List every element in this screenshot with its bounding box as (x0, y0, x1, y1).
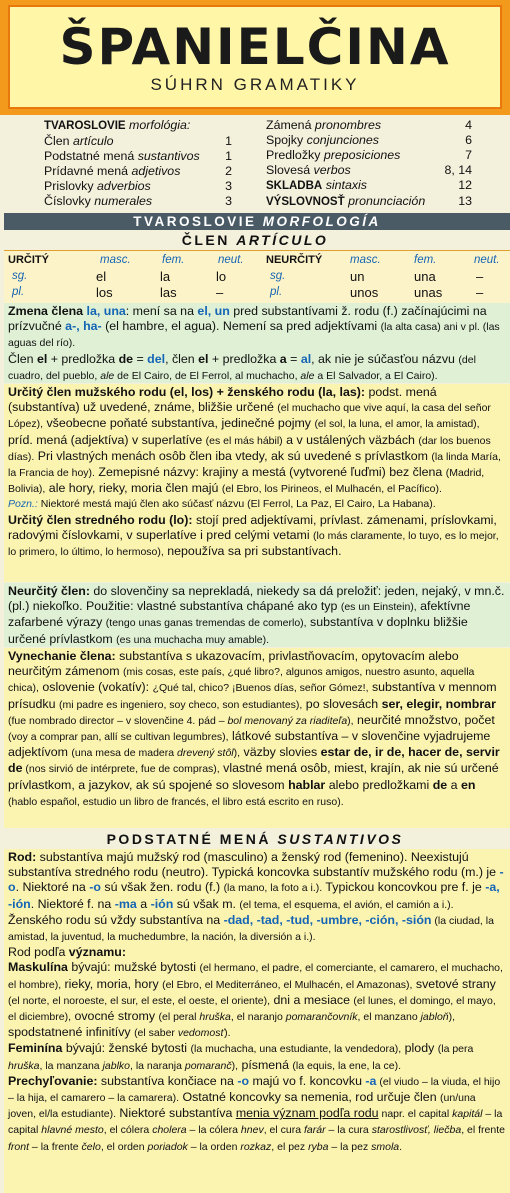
header-banner (0, 0, 510, 115)
toc-entry[interactable]: Predložky preposiciones 7 (266, 148, 472, 163)
heading-clen: ČLEN ARTÍCULO (181, 232, 329, 248)
toc-left-column (44, 118, 232, 210)
header-panel (8, 5, 502, 109)
label-urcity: URČITÝ (8, 254, 49, 266)
toc-entry[interactable]: Číslovky numerales 3 (44, 194, 232, 209)
paragraph-urcity: Určitý člen mužského rodu (el, los) + ženského rodu (la, las): podst. mená (substantíva) už uvedené, známe, bližšie určené (el muchacho que vive aquí, la casa del señor López), všeobecne poňaté substantíva, jedinečné pojmy (el sol, la luna, el amor, la amistad), príd. mená (adjektíva) v superlatíve (es el más hábil) a v ustálených väzbách (dar los buenos días). Pri vlastných menách osôb člen iba vtedy, ak sú uvedené s prívlastkom (la linda María, la Francia de hoy). Zemepisné názvy: krajiny a mestá (vytvorené ľuďmi) bez člena (Madrid, Bolivia), ale hory, rieky, moria člen majú (el Ebro, los Pirineos, el Mulhacén, el Pacífico). (8, 385, 501, 496)
label-sg: sg. (12, 270, 28, 282)
toc-entry[interactable]: Člen artículo 1 (44, 134, 232, 149)
paragraph-feminina: Feminína bývajú: ženské bytosti (la muchacha, una estudiante, la vendedora), plody (la pera hruška, la manzana jablko, la naranja pomaranč), písmená (la equis, la ene, la ce). (8, 1041, 474, 1072)
toc-entry[interactable]: Slovesá verbos 8, 14 (266, 163, 472, 178)
toc-right-column (266, 118, 472, 211)
paragraph-prechylovanie: Prechyľovanie: substantíva končiace na -o majú vo f. koncovku -a (el viudo – la viuda, el hijo – la hija, el camarero – la camarera). Ostatné koncovky sa nemenia, rod určuje člen (un/una joven, el/la estudiante). Niektoré substantíva menia význam podľa rodu napr. el capital kapitál – la capital hlavné mesto, el cólera cholera – la cólera hnev, el cura farár – la cura starostlivosť, liečba, el frente front – la frente čelo, el orden poriadok – la orden rozkaz, el pez ryba – la pez smola. (8, 1073, 505, 1153)
label-fem: fem. (162, 254, 185, 266)
toc-entry[interactable]: VÝSLOVNOSŤ pronunciación 13 (266, 194, 472, 209)
block-neurcity-clen (4, 583, 510, 647)
paragraph-rod-podla-vyznamu: Rod podľa významu: (8, 945, 126, 960)
block-vynechanie-clena (4, 648, 510, 828)
toc-entry[interactable]: Zámená pronombres 4 (266, 118, 472, 132)
toc-entry[interactable]: Podstatné mená sustantivos 1 (44, 149, 232, 164)
article-table: URČITÝ masc. fem. neut. NEURČITÝ masc. fem. neut. sg. el la lo sg. un una – pl. los las – pl. unos unas – (4, 250, 510, 303)
paragraph-vynechanie: Vynechanie člena: substantíva s ukazovacím, privlastňovacím, opytovacím alebo neurčitým zámenom (mis cosas, este país, ¿qué libro?, algunos amigos, nuestro asunto, aquella chica), oslovenie (vokatív): ¿Qué tal, chico? ¡Buenos días, señor Gómez!, substantíva v mennom prísudku (mi padre es ingeniero, soy checo, son estudiantes), po slovesách ser, elegir, nombrar (fue nombrado director – v slovenčine 4. pád – bol menovaný za riaditeľa), neurčité množstvo, počet (voy a comprar pan, allí se cultivan legumbres), látkové substantíva – v slovenčine vyjadrujeme adjektívom (una mesa de madera drevený stôl), väzby slovies estar de, ir de, hacer de, servir de (nos sirvió de intérprete, fue de compras), vlastné mená osôb, miest, krajín, ak nie sú určené prívlastkom, a jazykov, ak sú spojené so slovesom hablar alebo predložkami de a en (hablo español, estudio un libro de francés, el libro está escrito en ruso). (8, 649, 500, 808)
toc-entry[interactable]: Prídavné mená adjetivos 2 (44, 164, 232, 179)
block-rod (4, 849, 510, 1193)
toc-entry[interactable]: TVAROSLOVIE morfológia: (44, 118, 191, 132)
label-masc: masc. (100, 254, 131, 266)
paragraph-clen-predlozka: Člen el + predložka de = del, člen el + predložka a = al, ak nie je súčasťou názvu (del cuadro, del pueblo, ale de El Cairo, de El Ferrol, al muchacho, ale a El Salvador, a El Cairo). (8, 351, 476, 382)
block-zmena-clena (4, 303, 510, 383)
toc-entry[interactable]: Prislovky adverbios 3 (44, 179, 232, 194)
toc-entry[interactable]: Spojky conjunciones 6 (266, 133, 472, 148)
page-title: ŠPANIELČINA (59, 18, 451, 76)
label-neurcity: NEURČITÝ (266, 254, 323, 266)
paragraph-zmena: Zmena člena la, una: mení sa na el, un pred substantívami ž. rodu (f.) začínajúcimi na prízvučné a-, ha- (el hambre, el agua). Nemení sa pred adjektívami (la alta casa) ani v pl. (las aguas del río). (8, 304, 500, 350)
label-pl: pl. (270, 286, 283, 298)
paragraph-poznamka: Pozn.: Niektoré mestá majú člen ako súčasť názvu (El Ferrol, La Paz, El Cairo, La Habana). (8, 498, 436, 511)
label-fem: fem. (414, 254, 437, 266)
label-sg: sg. (270, 270, 286, 282)
toc-entry[interactable]: SKLADBA sintaxis 12 (266, 178, 472, 193)
label-masc: masc. (350, 254, 381, 266)
heading-podstatne-mena: PODSTATNÉ MENÁ SUSTANTIVOS (106, 831, 404, 847)
paragraph-stredny-rod: Určitý člen stredného rodu (lo): stojí pred adjektívami, prívlast. zámenami, príslovkami, radovými číslovkami, v superlatíve i pred celými vetami (lo más claramente, lo tuyo, es lo mejor, lo primero, lo último, lo hermoso), nepoužíva sa pri substantívach. (8, 512, 499, 559)
section-bar-morfologia: TVAROSLOVIE MORFOLOGÍA (4, 213, 510, 230)
paragraph-rod: Rod: substantíva majú mužský rod (masculino) a ženský rod (femenino). Neexistujú substantíva stredného rodu (neutro). Typická koncovka substantív mužského rodu (m.) je -o. Niektoré na -o sú však žen. rodu (f.) (la mano, la foto a i.). Typickou koncovkou pre f. je -a, -ión. Niektoré f. na -ma a -ión sú však m. (el tema, el esquema, el avión, el camión a i.). Ženského rodu sú vždy substantíva na -dad, -tad, -tud, -umbre, -ción, -sión (la ciudad, la amistad, la juventud, la muchedumbre, la nación, la diversión a i.). (8, 850, 504, 944)
paragraph-neurcity: Neurčitý člen: do slovenčiny sa neprekladá, niekedy sa dá preložiť: jeden, nejaký, v mn.č. (pl.) niekoľko. Použitie: vlastné substantíva chápané ako typ (es un Einstein), afektívne zafarbené výrazy (tengo unas ganas tremendas de comerlo), substantíva v doplnku bližšie určené prívlastkom (es una muchacha muy amable). (8, 584, 505, 646)
page-subtitle: SÚHRN GRAMATIKY (150, 75, 360, 94)
label-neut: neut. (474, 254, 500, 266)
block-urcity-clen (4, 384, 510, 582)
paragraph-maskulina: Maskulína bývajú: mužské bytosti (el hermano, el padre, el comerciante, el camarero, el muchacho, el hombre), rieky, moria, hory (el Ebro, el Mediterráneo, el Mulhacén, el Amazonas), svetové strany (el norte, el noroeste, el sur, el este, el oeste, el oriente), dni a mesiace (el lunes, el domingo, el mayo, el diciembre), ovocné stromy (el peral hruška, el naranjo pomarančovník, el manzano jabloň), spodstatnené infinitívy (el saber vedomosť). (8, 960, 503, 1040)
label-neut: neut. (218, 254, 244, 266)
label-pl: pl. (12, 286, 25, 298)
